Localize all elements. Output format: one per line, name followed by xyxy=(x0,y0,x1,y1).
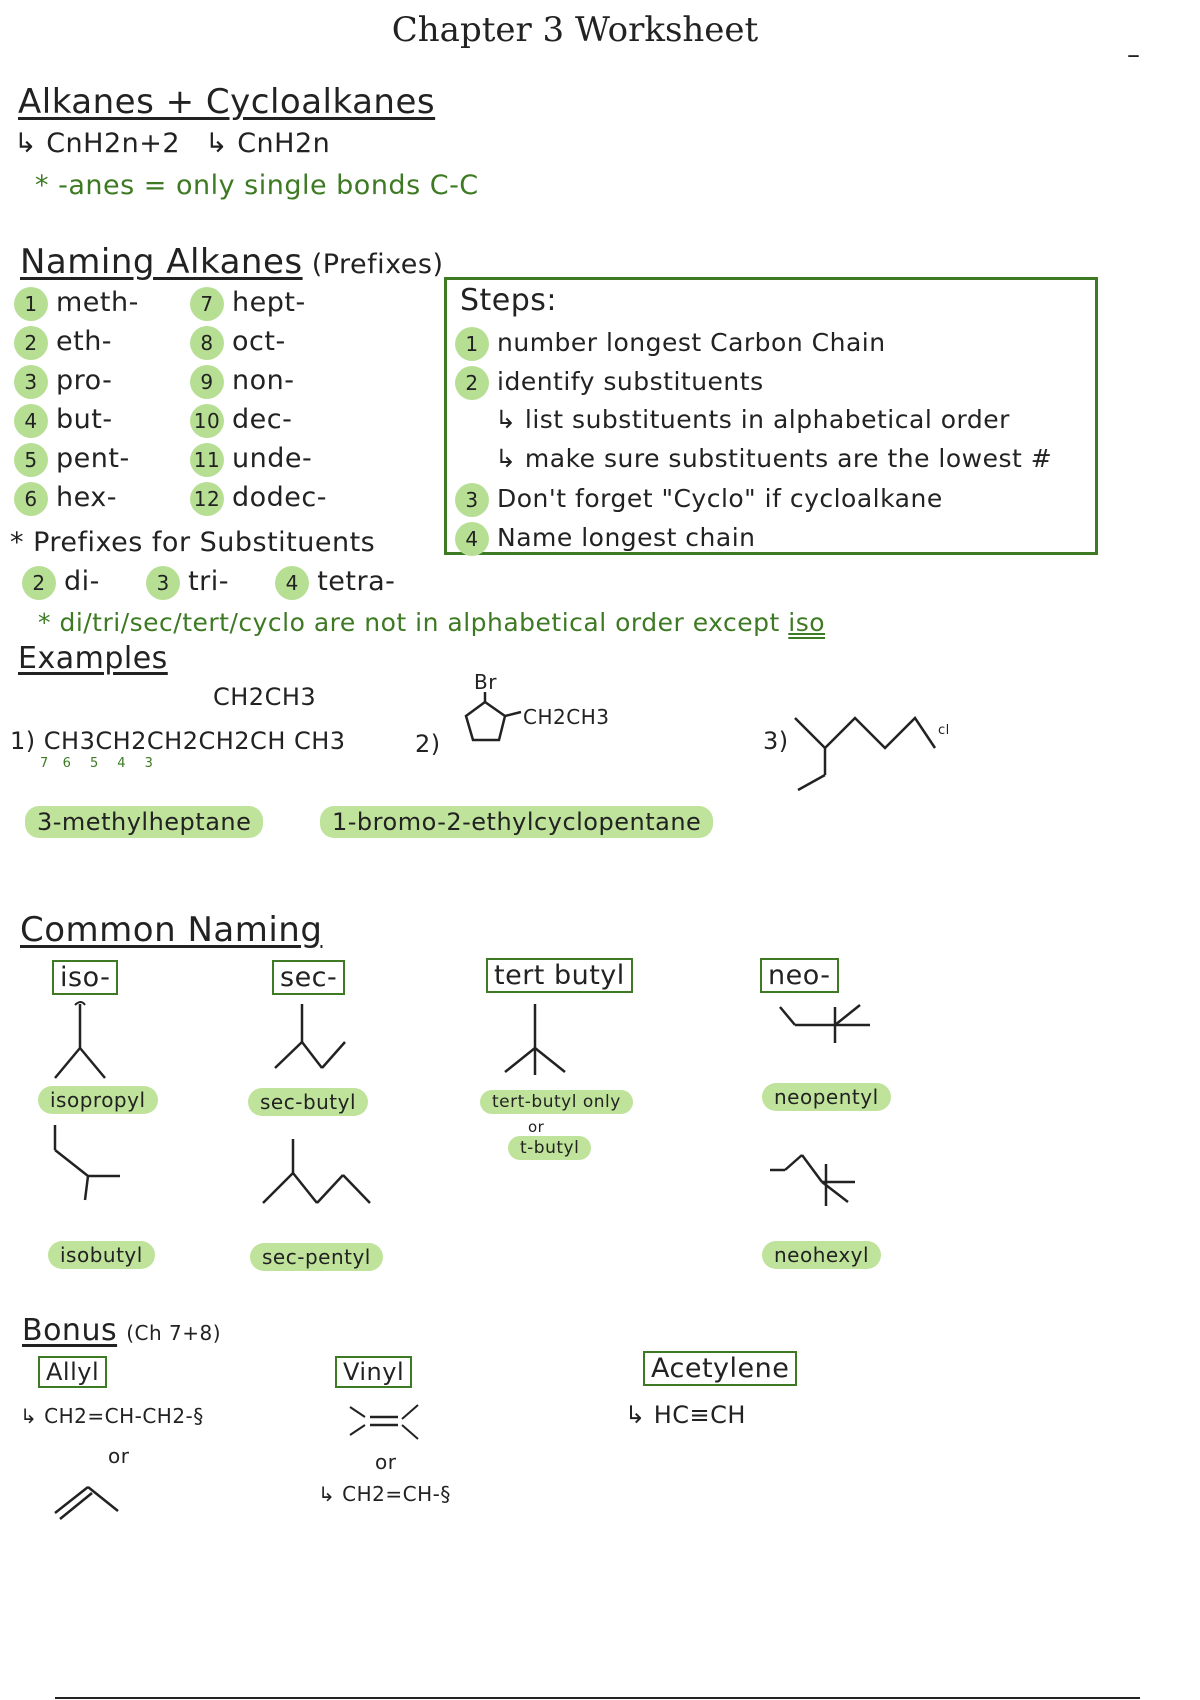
prefix-label: but- xyxy=(56,404,113,435)
example2-ethyl: CH2CH3 xyxy=(523,705,610,729)
neopentyl-structure xyxy=(770,995,890,1075)
number-bullet: 1 xyxy=(455,327,489,361)
iso-box-label: iso- xyxy=(52,960,118,995)
skeletal-structure-example3 xyxy=(790,710,960,800)
answer-highlight: tert-butyl only xyxy=(480,1090,633,1114)
single-bond-note: * -anes = only single bonds C-C xyxy=(35,170,479,201)
step-label: ↳ list substituents in alphabetical order xyxy=(495,405,1010,434)
allyl-skeletal-structure xyxy=(20,1475,150,1525)
example1-numbers: 7 6 5 4 3 xyxy=(40,756,154,771)
prefix-label: unde- xyxy=(232,443,313,474)
neohexyl-name xyxy=(762,1243,881,1267)
prefix-label: meth- xyxy=(56,287,139,318)
answer-highlight: isobutyl xyxy=(48,1241,155,1269)
prefix-item xyxy=(14,365,139,404)
prefix-item xyxy=(190,287,327,326)
sec-butyl-structure xyxy=(250,1000,360,1090)
step-label: Name longest chain xyxy=(497,523,756,552)
isopropyl-structure xyxy=(25,1000,135,1090)
vinyl-box-label: Vinyl xyxy=(335,1356,412,1388)
page-title: Chapter 3 Worksheet xyxy=(391,10,759,50)
step-subitem xyxy=(455,444,1052,483)
step-label: ↳ make sure substituents are the lowest # xyxy=(495,444,1053,473)
bonus-heading-wrap xyxy=(22,1313,221,1348)
prefix-label: hept- xyxy=(232,287,306,318)
tert-box-label: tert butyl xyxy=(486,958,633,993)
step-subitem xyxy=(455,405,1052,444)
answer-highlight: isopropyl xyxy=(38,1086,158,1114)
sec-box-label: sec- xyxy=(272,960,345,995)
prefix-item xyxy=(14,482,139,521)
naming-heading: Naming Alkanes xyxy=(20,242,303,282)
number-bullet: 10 xyxy=(190,404,224,438)
prefix-item xyxy=(14,443,139,482)
prefix-item xyxy=(14,287,139,326)
example1-branch: CH2CH3 xyxy=(213,683,317,711)
allyl-box-label: Allyl xyxy=(38,1356,107,1388)
sec-butyl-name xyxy=(248,1090,368,1114)
alpha-note-exception: iso xyxy=(788,608,826,637)
number-bullet: 2 xyxy=(455,366,489,400)
number-bullet: 12 xyxy=(190,482,224,516)
step-item xyxy=(455,327,1052,366)
allyl-or: or xyxy=(108,1444,130,1468)
alkane-formula: ↳ CnH2n+2 xyxy=(14,128,181,159)
number-bullet: 8 xyxy=(190,326,224,360)
common-naming-heading: Common Naming xyxy=(20,910,323,950)
number-bullet: 4 xyxy=(14,404,48,438)
alkanes-heading: Alkanes + Cycloalkanes xyxy=(18,82,436,122)
step-item xyxy=(455,366,1052,405)
answer-highlight: 3-methylheptane xyxy=(25,806,263,838)
number-bullet: 3 xyxy=(455,483,489,517)
prefix-item xyxy=(190,482,327,521)
tert-butyl-name xyxy=(480,1092,633,1112)
naming-heading-suffix: (Prefixes) xyxy=(311,249,444,280)
substituent-prefix-label: tetra- xyxy=(317,566,396,597)
neo-box-label: neo- xyxy=(760,958,839,993)
number-bullet: 11 xyxy=(190,443,224,477)
isopropyl-name xyxy=(38,1088,158,1112)
number-bullet: 7 xyxy=(190,287,224,321)
steps-list xyxy=(455,327,1052,561)
bonus-heading: Bonus xyxy=(22,1313,118,1348)
number-bullet: 3 xyxy=(146,566,180,600)
isobutyl-name xyxy=(48,1243,155,1267)
prefix-item xyxy=(190,326,327,365)
number-bullet: 1 xyxy=(14,287,48,321)
isobutyl-structure xyxy=(30,1120,140,1210)
prefix-label: eth- xyxy=(56,326,113,357)
prefix-item xyxy=(190,365,327,404)
vinyl-formula: ↳ CH2=CH-§ xyxy=(318,1482,451,1506)
acetylene-formula: ↳ HC≡CH xyxy=(625,1401,746,1429)
answer-highlight: t-butyl xyxy=(508,1136,591,1160)
prefix-label: hex- xyxy=(56,482,117,513)
prefix-list-left xyxy=(14,287,139,521)
alpha-order-note xyxy=(38,608,825,637)
neohexyl-structure xyxy=(760,1150,880,1230)
t-butyl-name xyxy=(508,1138,591,1158)
number-bullet: 9 xyxy=(190,365,224,399)
prefix-label: pent- xyxy=(56,443,130,474)
prefix-list-right xyxy=(190,287,327,521)
prefix-label: oct- xyxy=(232,326,286,357)
example2-bromo: Br xyxy=(474,670,497,694)
prefix-label: dec- xyxy=(232,404,293,435)
page-dash: – xyxy=(1127,40,1140,70)
prefix-item xyxy=(14,326,139,365)
step-label: number longest Carbon Chain xyxy=(497,328,886,357)
step-label: identify substituents xyxy=(497,367,764,396)
substituent-prefix-label: di- xyxy=(64,566,100,597)
step-item xyxy=(455,483,1052,522)
tert-butyl-structure xyxy=(480,1000,590,1090)
substituent-prefix-row xyxy=(22,566,395,600)
acetylene-box-label: Acetylene xyxy=(643,1351,797,1386)
example1-formula: 1) CH3CH2CH2CH2CH CH3 xyxy=(10,727,346,755)
example3-label: 3) xyxy=(763,727,789,755)
steps-heading: Steps: xyxy=(460,283,558,318)
answer-highlight: neopentyl xyxy=(762,1083,891,1111)
sec-pentyl-structure xyxy=(245,1135,395,1225)
substituent-heading: * Prefixes for Substituents xyxy=(10,527,376,558)
answer-highlight: sec-pentyl xyxy=(250,1243,383,1271)
substituent-prefix-label: tri- xyxy=(188,566,230,597)
step-label: Don't forget "Cyclo" if cycloalkane xyxy=(497,484,943,513)
naming-heading-wrap xyxy=(20,242,444,282)
cyclopentane-structure xyxy=(455,690,535,760)
prefix-item xyxy=(190,404,327,443)
prefix-label: pro- xyxy=(56,365,113,396)
step-item xyxy=(455,522,1052,561)
cycloalkane-formula: ↳ CnH2n xyxy=(205,128,331,159)
sec-pentyl-name xyxy=(250,1245,383,1269)
alpha-note-text: * di/tri/sec/tert/cyclo are not in alphabetical order except xyxy=(38,608,780,637)
number-bullet: 2 xyxy=(14,326,48,360)
answer-highlight: sec-butyl xyxy=(248,1088,368,1116)
bonus-heading-suffix: (Ch 7+8) xyxy=(126,1321,221,1345)
number-bullet: 4 xyxy=(275,566,309,600)
number-bullet: 2 xyxy=(22,566,56,600)
example3-chloro: cl xyxy=(938,723,950,738)
prefix-label: dodec- xyxy=(232,482,327,513)
tert-or: or xyxy=(528,1118,545,1136)
bottom-divider xyxy=(55,1697,1140,1699)
vinyl-structure xyxy=(320,1395,440,1455)
number-bullet: 4 xyxy=(455,522,489,556)
examples-heading: Examples xyxy=(18,641,168,676)
example2-name xyxy=(320,808,713,836)
prefix-item xyxy=(14,404,139,443)
number-bullet: 6 xyxy=(14,482,48,516)
example1-name xyxy=(25,808,263,836)
prefix-label: non- xyxy=(232,365,295,396)
example2-label: 2) xyxy=(415,730,441,758)
number-bullet: 3 xyxy=(14,365,48,399)
allyl-formula: ↳ CH2=CH-CH2-§ xyxy=(20,1404,204,1428)
number-bullet: 5 xyxy=(14,443,48,477)
answer-highlight: neohexyl xyxy=(762,1241,881,1269)
neopentyl-name xyxy=(762,1085,891,1109)
vinyl-or: or xyxy=(375,1450,397,1474)
prefix-item xyxy=(190,443,327,482)
answer-highlight: 1-bromo-2-ethylcyclopentane xyxy=(320,806,713,838)
